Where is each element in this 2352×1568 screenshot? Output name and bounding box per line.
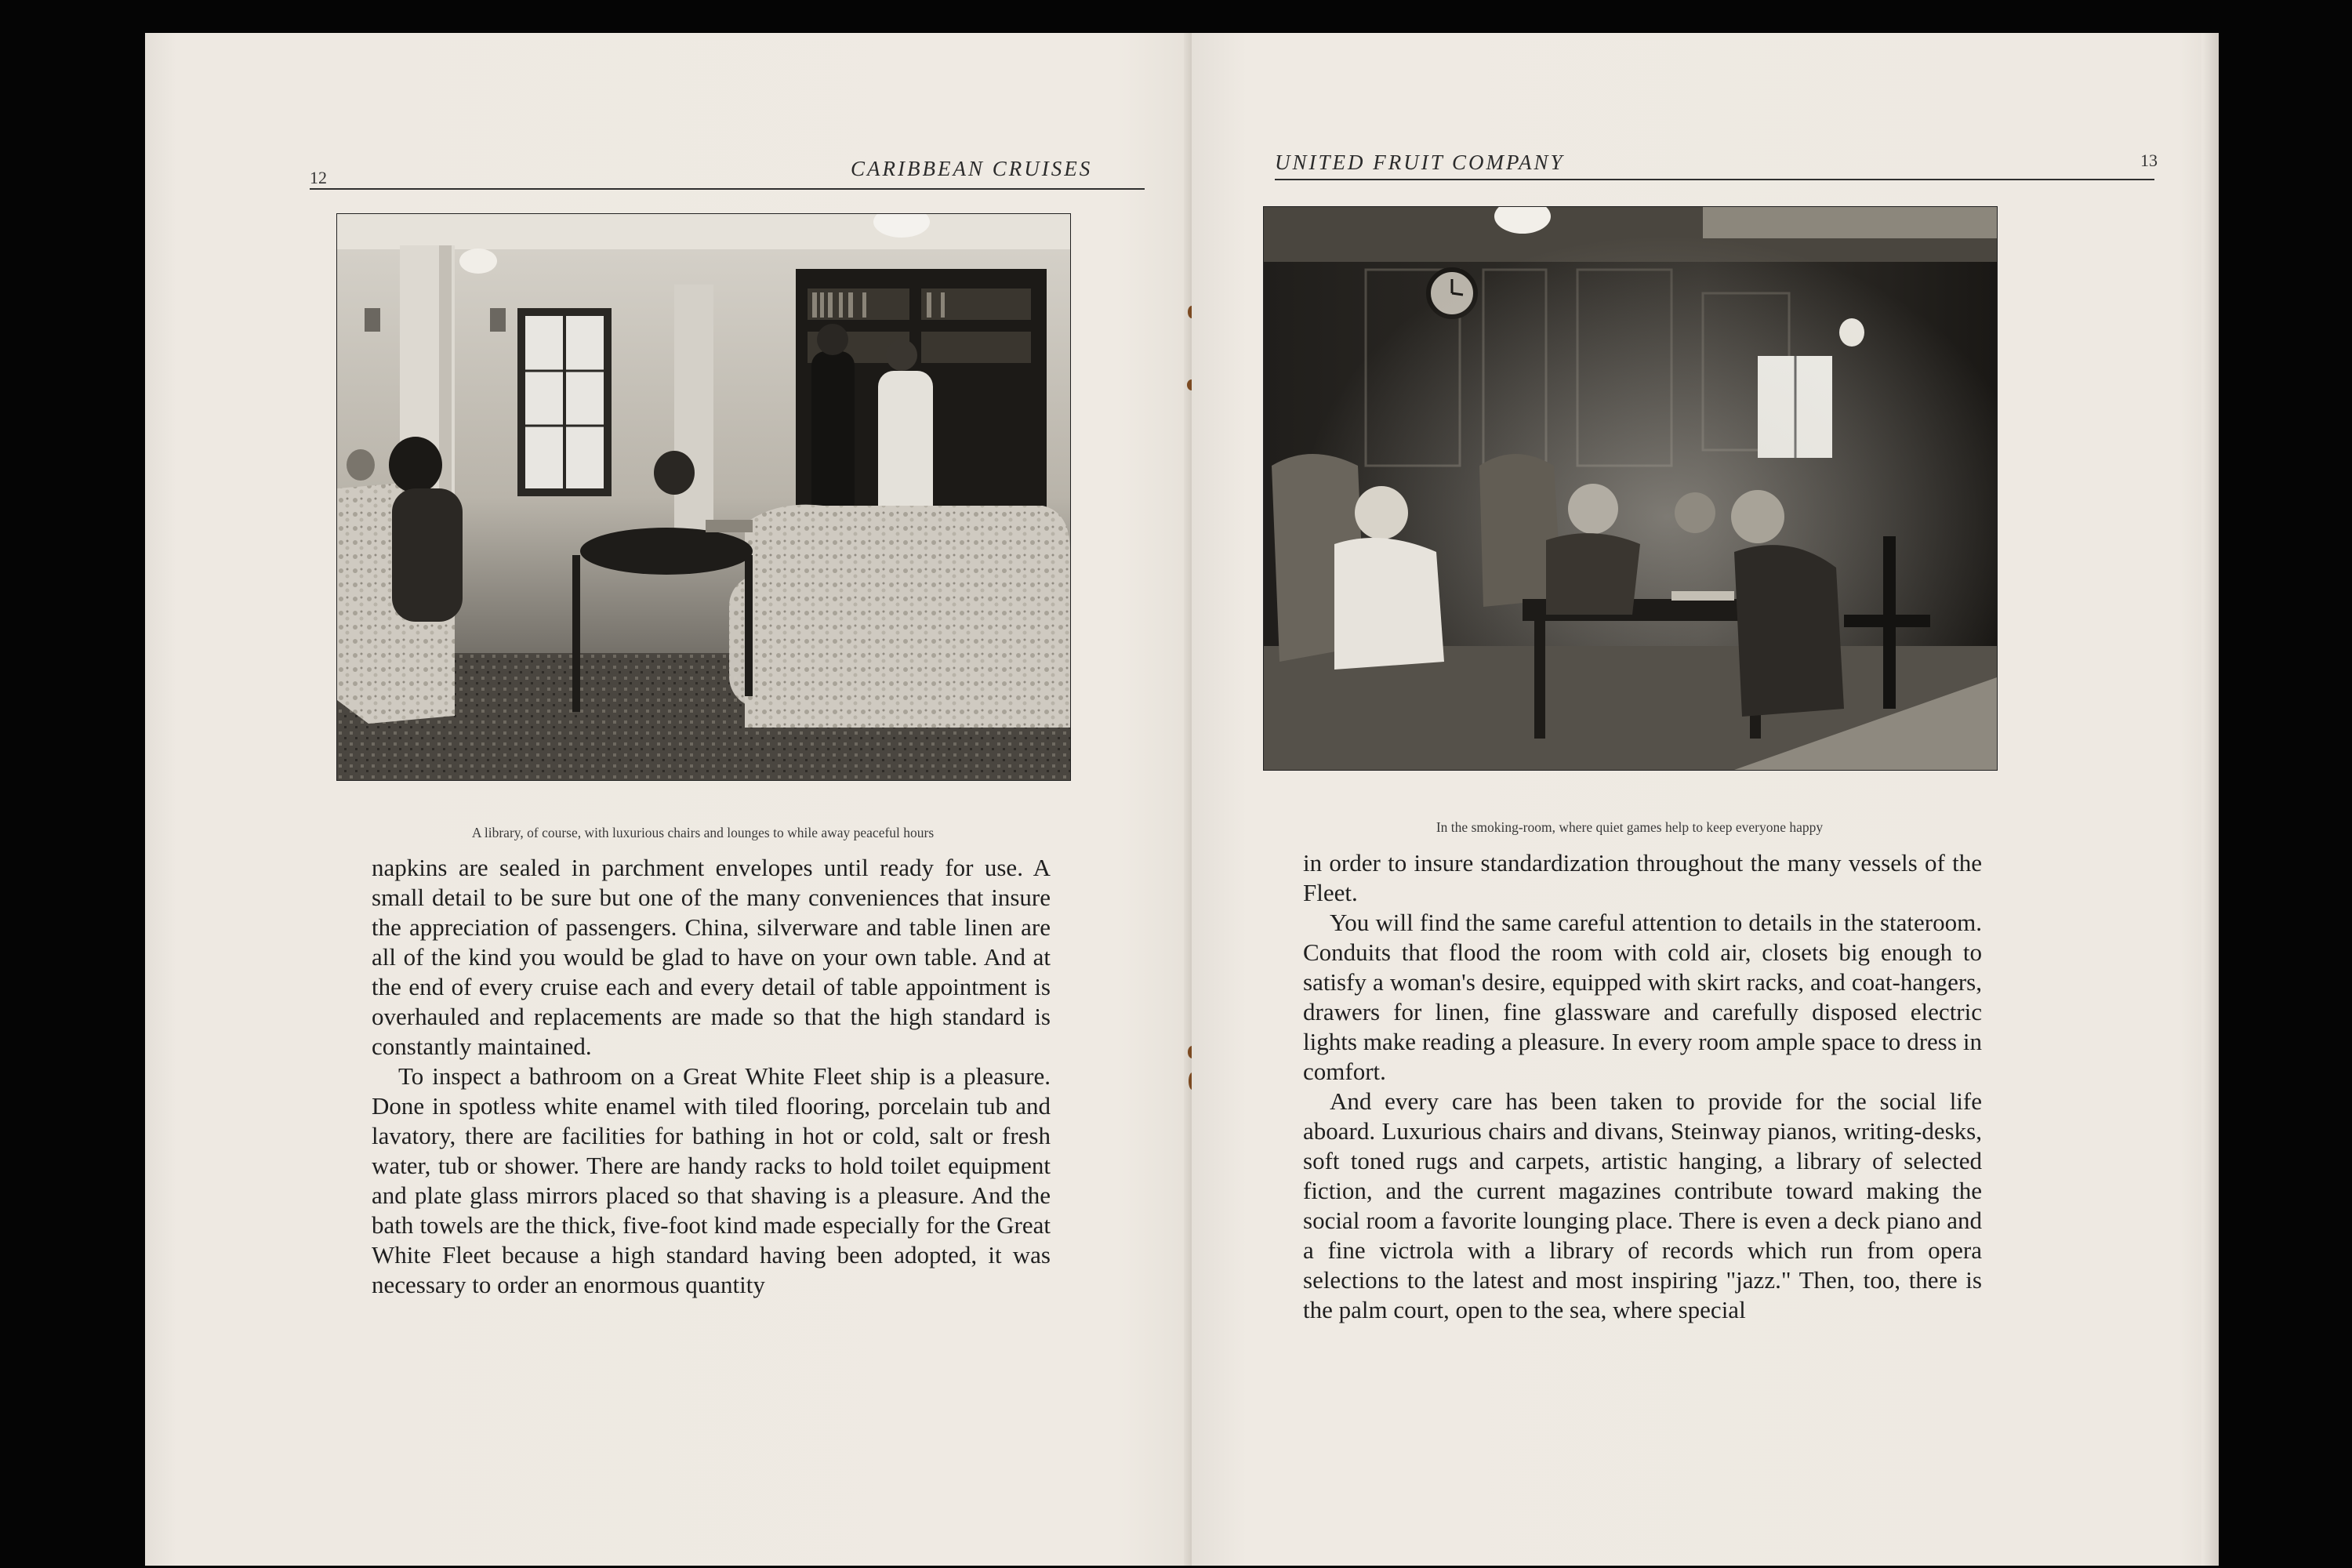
right-paragraph-3: And every care has been taken to provide for the social life aboard. Luxurious chairs and divans, Steinway pianos, writing-desks, soft toned rugs and carpets, artistic hanging, a library of selected fiction, and the current magazines contribute toward making the social room a favorite lounging place. There is even a deck piano and a fine victrola with a library of records which run from opera selections to the latest and most inspiring "jazz." Then, too, there is the palm court, open to the sea, where special [1303,1087,1982,1323]
right-paragraph-2: You will find the same careful attention to details in the stateroom. Conduits that flood the room with cold air, closets big enough to satisfy a woman's desire, equipped with skirt racks, and coat-hangers, drawers for linen, fine glassware and carefully disposed electric lights make reading a pleasure. In every room ample space to dress in comfort. [1303,909,1982,1085]
right-page-number: 13 [2140,151,2158,170]
smoking-room-photo [1263,206,1998,771]
right-running-title: UNITED FRUIT COMPANY [1275,151,1565,174]
left-body-text [372,853,1051,1300]
left-page [145,33,1192,1566]
library-photo-caption: A library, of course, with luxurious chairs and lounges to while away peaceful hours [471,825,935,840]
right-page [1192,33,2219,1566]
left-paragraph-1: napkins are sealed in parchment envelopes until ready for use. A small detail to be sure but one of the many conveniences that insure the appreciation of passengers. China, silverware and table linen are all of the kind you would be glad to have on your own table. And at the end of every cruise each and every detail of table appointment is overhauled and replacements are made so that the high standard is constantly maintained. [372,854,1051,1060]
booklet-spread [145,33,2219,1566]
left-running-title: CARIBBEAN CRUISES [851,157,1093,180]
smoking-room-photo-caption: In the smoking-room, where quiet games help to keep everyone happy [1436,819,1824,835]
left-page-number: 12 [310,168,327,187]
right-header-rule [1275,179,2154,180]
right-body-text [1303,848,1982,1325]
left-header-rule [310,188,1145,190]
right-page-edge [2201,33,2219,1566]
library-photo [336,213,1071,781]
right-paragraph-1: in order to insure standardization throughout the many vessels of the Fleet. [1303,849,1982,906]
smoking-room-photo-image [1264,207,1997,770]
library-photo-image [337,214,1070,780]
left-paragraph-2: To inspect a bathroom on a Great White Fleet ship is a pleasure. Done in spotless white enamel with tiled flooring, porcelain tub and lavatory, there are facilities for bathing in hot or cold, salt or fresh water, tub or shower. There are handy racks to hold toilet equipment and plate glass mirrors placed so that shaving is a pleasure. And the bath towels are the thick, five-foot kind made especially for the Great White Fleet because a high standard having been adopted, it was necessary to order an enormous quantity [372,1062,1051,1298]
